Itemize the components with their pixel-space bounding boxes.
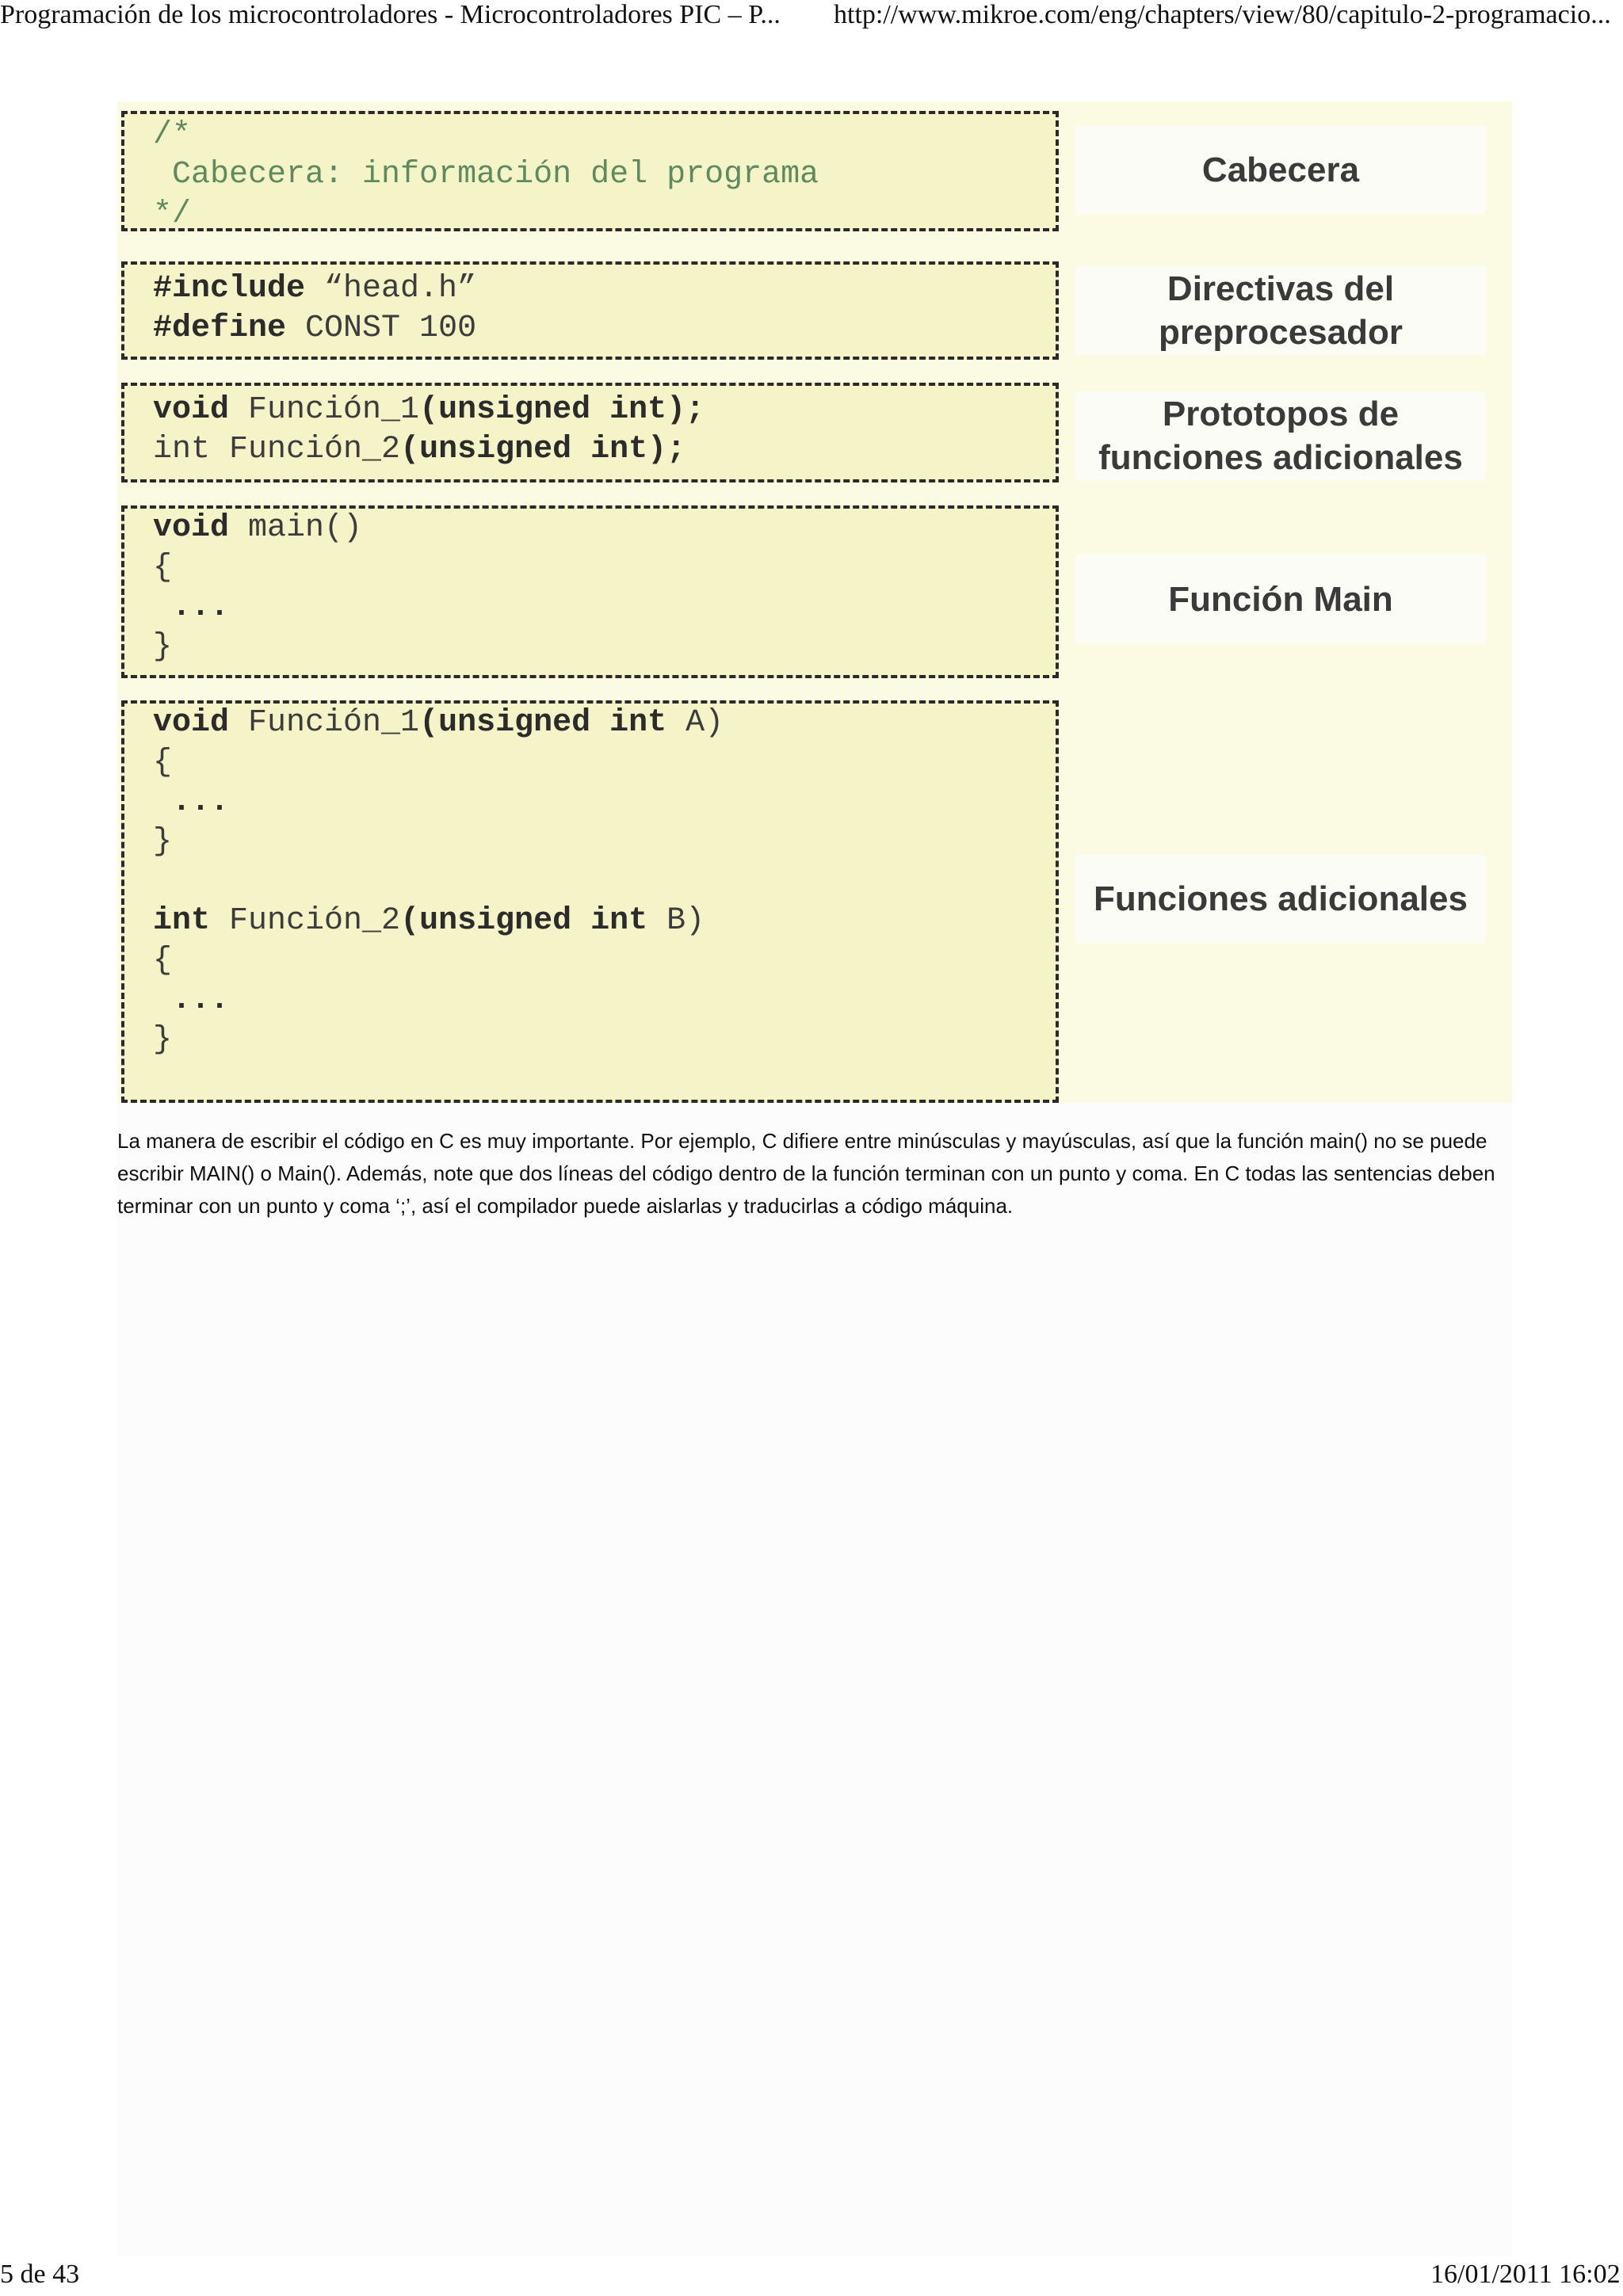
- code-block-directives: [121, 261, 1059, 360]
- code-keyword: unsigned int: [419, 432, 648, 467]
- code-keyword: #define: [153, 311, 287, 346]
- code-text: }: [153, 824, 173, 860]
- code-keyword: unsigned int: [419, 903, 648, 939]
- code-punct: (: [400, 903, 420, 939]
- code-keyword: #include: [153, 271, 306, 307]
- label-functions: Funciones adicionales: [1076, 854, 1485, 943]
- code-text: ...: [153, 784, 230, 820]
- code-punct: (: [400, 432, 420, 467]
- code-text: ...: [153, 589, 230, 625]
- code-block-functions: [121, 700, 1059, 1103]
- code-line: */: [153, 196, 192, 232]
- code-text: int: [153, 432, 211, 467]
- code-block-header: [121, 111, 1059, 231]
- code-keyword: int: [153, 903, 211, 939]
- code-text: }: [153, 629, 173, 665]
- code-line: Cabecera: información del programa: [153, 157, 819, 193]
- code-line: /*: [153, 117, 192, 153]
- code-keyword: unsigned int: [438, 392, 667, 428]
- code-text: A): [666, 705, 724, 741]
- code-text: Función_2: [210, 903, 401, 939]
- code-keyword: void: [153, 510, 230, 546]
- explanation-paragraph: La manera de escribir el código en C es muy importante. Por ejemplo, C difiere entre minúsculas y mayúsculas, así que la función main() no se puede escribir MAIN() o Main(). Además, note que dos líneas del código dentro de la función terminan con un punto y coma. En C todas las sentencias deben terminar con un punto y coma ‘;’, así el compilador puede aislarlas y traducirlas a código máquina.: [117, 1129, 1495, 1218]
- code-text: {: [153, 745, 173, 780]
- label-main: Función Main: [1076, 555, 1485, 643]
- label-directives: Directivas del preprocesador: [1076, 266, 1485, 355]
- code-punct: );: [666, 392, 705, 428]
- code-text: CONST 100: [286, 311, 477, 346]
- code-keyword: unsigned int: [438, 705, 667, 741]
- code-text: Función_1: [229, 705, 420, 741]
- page-number: 5 de 43: [0, 2260, 80, 2289]
- page-header-title: Programación de los microcontroladores - Microcontroladores PIC – P...: [0, 0, 781, 29]
- code-punct: (: [419, 392, 439, 428]
- code-text: {: [153, 550, 173, 585]
- code-text: main(): [229, 510, 363, 546]
- code-text: Función_2: [210, 432, 401, 467]
- code-text: B): [647, 903, 705, 939]
- label-header: Cabecera: [1076, 125, 1485, 214]
- code-keyword: void: [153, 705, 230, 741]
- page-header-url: http://www.mikroe.com/eng/chapters/view/80/capitulo-2-programacio...: [834, 0, 1611, 29]
- code-block-prototypes: [121, 383, 1059, 482]
- code-punct: (: [419, 705, 439, 741]
- code-text: {: [153, 943, 173, 978]
- code-text: ...: [153, 982, 230, 1018]
- print-datetime: 16/01/2011 16:02: [1430, 2260, 1621, 2289]
- label-prototypes: Prototopos de funciones adicionales: [1076, 391, 1485, 480]
- code-punct: );: [647, 432, 686, 467]
- code-block-main: [121, 505, 1059, 678]
- code-text: }: [153, 1022, 173, 1058]
- code-text: Función_1: [229, 392, 420, 428]
- code-keyword: void: [153, 392, 230, 428]
- code-text: “head.h”: [305, 271, 477, 307]
